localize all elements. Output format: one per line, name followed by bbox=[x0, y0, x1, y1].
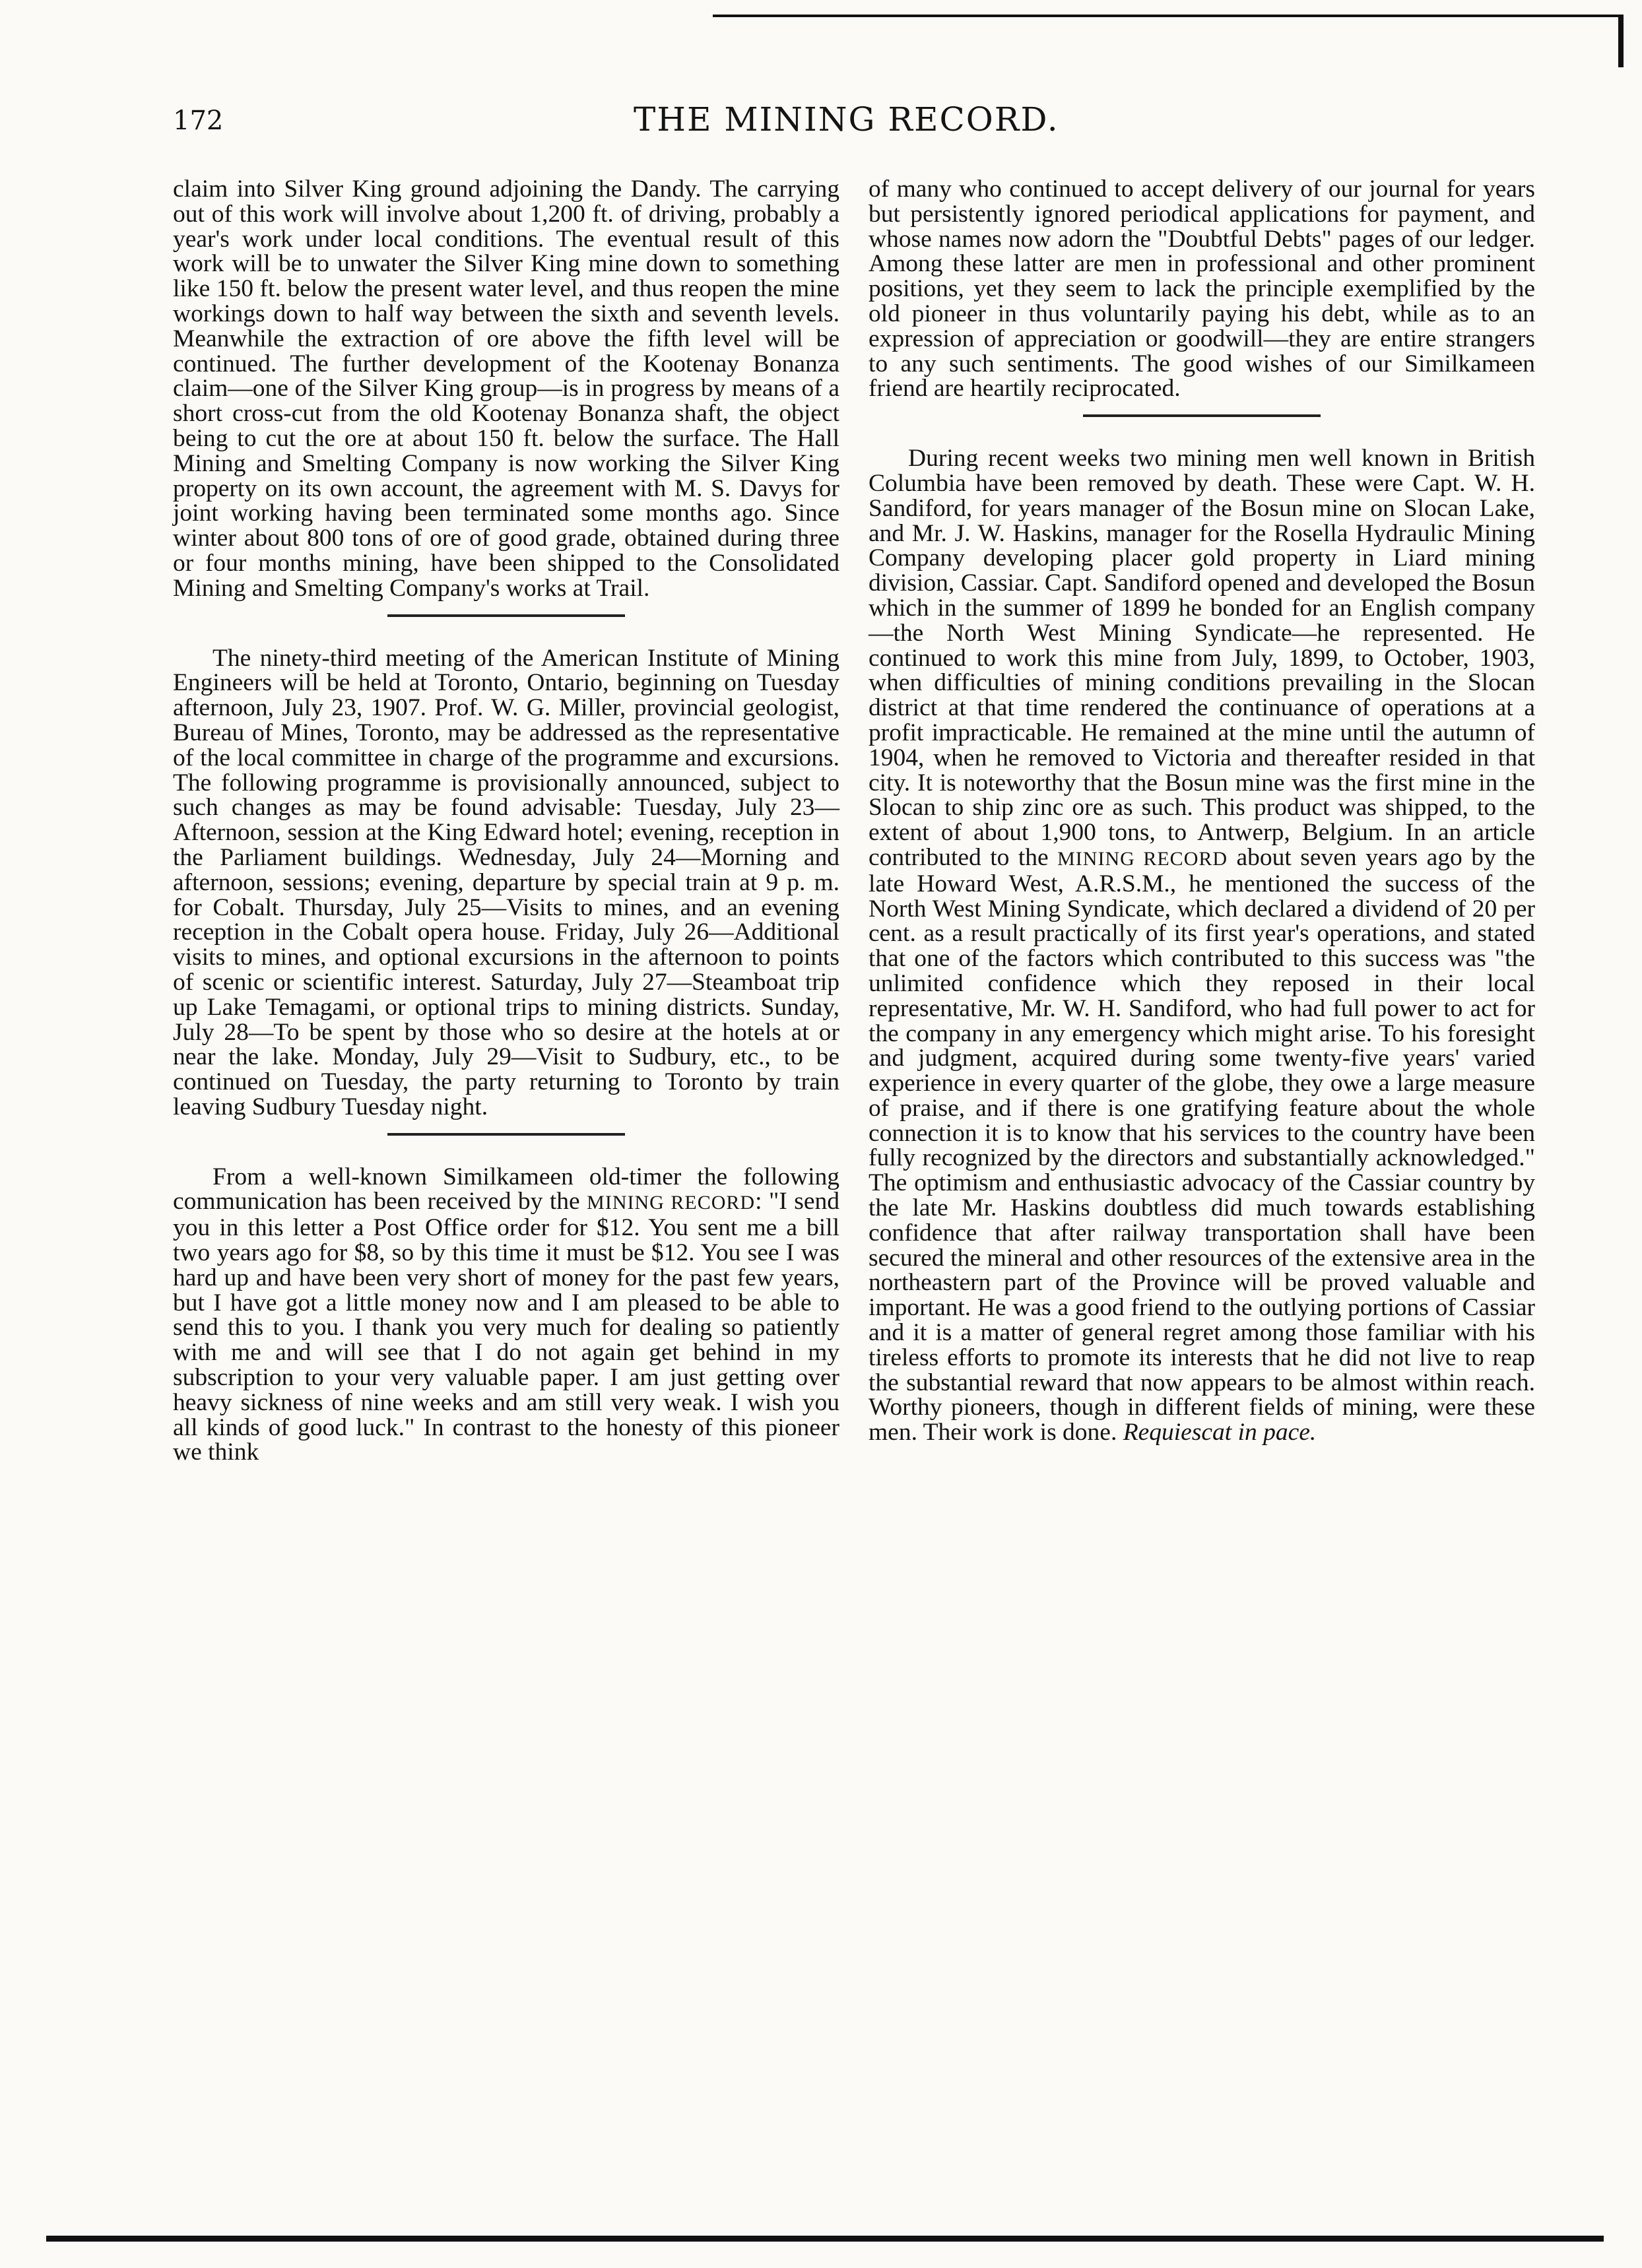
section-divider bbox=[1083, 414, 1321, 417]
paragraph-silver-king: claim into Silver King ground adjoining the Dandy. The carrying out of this work will involve about 1,200 ft. of driving, probably a year's work under local conditions. The eventual result of this work will be to unwater the Silver King mine down to something like 150 ft. below the present water level, and thus reopen the mine workings down to half way between the sixth and seventh levels. Meanwhile the extraction of ore above the fifth level will be continued. The further development of the Kootenay Bonanza claim—one of the Silver King group—is in progress by means of a short cross-cut from the old Kootenay Bonanza shaft, the object being to cut the ore at about 150 ft. below the surface. The Hall Mining and Smelting Company is now working the Silver King property on its own account, the agreement with M. S. Davys for joint working having been terminated some months ago. Since winter about 800 tons of ore of good grade, obtained during three or four months mining, have been shipped to the Consolidated Mining and Smelting Company's works at Trail. bbox=[173, 176, 839, 602]
text-run: During recent weeks two mining men well known in British Columbia have been removed by death. These were Capt. W. H. Sandiford, for years manager of the Bosun mine on Slocan Lake, and Mr. J. W. Haskins, manager for the Rosella Hydraulic Mining Company developing placer gold property in Liard mining division, Cassiar. Capt. Sandiford opened and developed the Bosun which in the summer of 1899 he bonded for an English company—the North West Mining Syndicate—he represented. He continued to work this mine from July, 1899, to October, 1903, when difficulties of mining conditions prevailing in the Slocan district at that time rendered the continuance of operations at a profit impracticable. He remained at the mine until the autumn of 1904, when he removed to Victoria and thereafter resided in that city. It is noteworthy that the Bosun mine was the first mine in the Slocan to ship zinc ore as such. This product was shipped, to the extent of about 1,900 tons, to Antwerp, Belgium. In an article contributed to the bbox=[869, 445, 1535, 871]
left-column bbox=[173, 177, 839, 1465]
mining-record-smallcaps: MINING RECORD bbox=[587, 1192, 756, 1214]
bottom-rule bbox=[46, 2236, 1604, 2242]
paragraph-aime-meeting: The ninety-third meeting of the American Institute of Mining Engineers will be held at Toronto, Ontario, beginning on Tuesday afternoon, July 23, 1907. Prof. W. G. Miller, provincial geologist, Bureau of Mines, Toronto, may be addressed as the representative of the local committee in charge of the programme and excursions. The following programme is provisionally announced, subject to such changes as may be found advisable: Tuesday, July 23—Afternoon, session at the King Edward hotel; evening, reception in the Parliament buildings. Wednesday, July 24—Morning and afternoon, sessions; evening, departure by special train at 9 p. m. for Cobalt. Thursday, July 25—Visits to mines, and an evening reception in the Cobalt opera house. Friday, July 26—Additional visits to mines, and optional excursions in the afternoon to points of scenic or scientific interest. Saturday, July 27—Steamboat trip up Lake Temagami, or optional trips to mining districts. Sunday, July 28—To be spent by those who so desire at the hotels at or near the lake. Monday, July 29—Visit to Sudbury, etc., to be continued on Tuesday, the party returning to Toronto by train leaving Sudbury Tuesday night. bbox=[173, 644, 839, 1120]
right-column bbox=[869, 177, 1535, 1445]
paragraph-obituary bbox=[869, 446, 1535, 1445]
section-divider bbox=[387, 614, 625, 617]
section-divider bbox=[387, 1133, 625, 1136]
top-rule bbox=[713, 15, 1622, 17]
corner-mark bbox=[1618, 15, 1624, 67]
text-run: about seven years ago by the late Howard West, A.R.S.M., he mentioned the success of the North West Mining Syndicate, which declared a dividend of 20 per cent. as a result practically of its first year's operations, and stated that one of the factors which contributed to this success was "the unlimited confidence which they reposed in their local representative, Mr. W. H. Sandiford, who had full power to act for the company in any emergency which might arise. To his foresight and judgment, acquired during some twenty-five years' varied experience in every quarter of the globe, they owe a large measure of praise, and if there is one gratifying feature about the whole connection it is to know that his services to the country have been fully recognized by the directors and substantially acknowledged." The optimism and enthusiastic advocacy of the Cassiar country by the late Mr. Haskins doubtless did much towards establishing confidence that after railway transportation shall have been secured the mineral and other resources of the extensive area in the northeastern part of the Province will be proved valuable and important. He was a good friend to the outlying portions of Cassiar and it is a matter of general regret among those familiar with his tireless efforts to promote its interests that he did not live to reap the substantial reward that now appears to be almost within reach. Worthy pioneers, though in different fields of mining, were these men. Their work is done. bbox=[869, 843, 1536, 1446]
paragraph-similkameen-letter bbox=[173, 1165, 839, 1466]
running-head: THE MINING RECORD. bbox=[634, 100, 1059, 139]
mining-record-smallcaps: MINING RECORD bbox=[1057, 847, 1228, 870]
page-number: 172 bbox=[173, 106, 224, 136]
paragraph-doubtful-debts: of many who continued to accept delivery of our journal for years but persistently ignored periodical applications for payment, and whose names now adorn the "Doubtful Debts" pages of our ledger. Among these latter are men in professional and other prominent positions, yet they seem to lack the principle exemplified by the old pioneer in thus voluntarily paying his debt, while as to an expression of appreciation or goodwill—they are entire strangers to any such sentiments. The good wishes of our Similkameen friend are heartily reciprocated. bbox=[869, 176, 1535, 403]
closing-phrase: Requiescat in pace. bbox=[1123, 1419, 1317, 1446]
text-run: From a well-known Similkameen old-timer the following communication has been received by the bbox=[173, 1163, 839, 1215]
text-run: : "I send you in this letter a Post Office order for $12. You sent me a bill two years ago for $8, so by this time it must be $12. You see I was hard up and have been very short of money for the past few years, but I have got a little money now and I am pleased to be able to send this to you. I thank you very much for dealing so patiently with me and will see that I do not again get behind in my subscription to your very valuable paper. I am just getting over heavy sickness of nine weeks and am still very weak. I wish you all kinds of good luck." In contrast to the honesty of this pioneer we think bbox=[173, 1188, 839, 1466]
